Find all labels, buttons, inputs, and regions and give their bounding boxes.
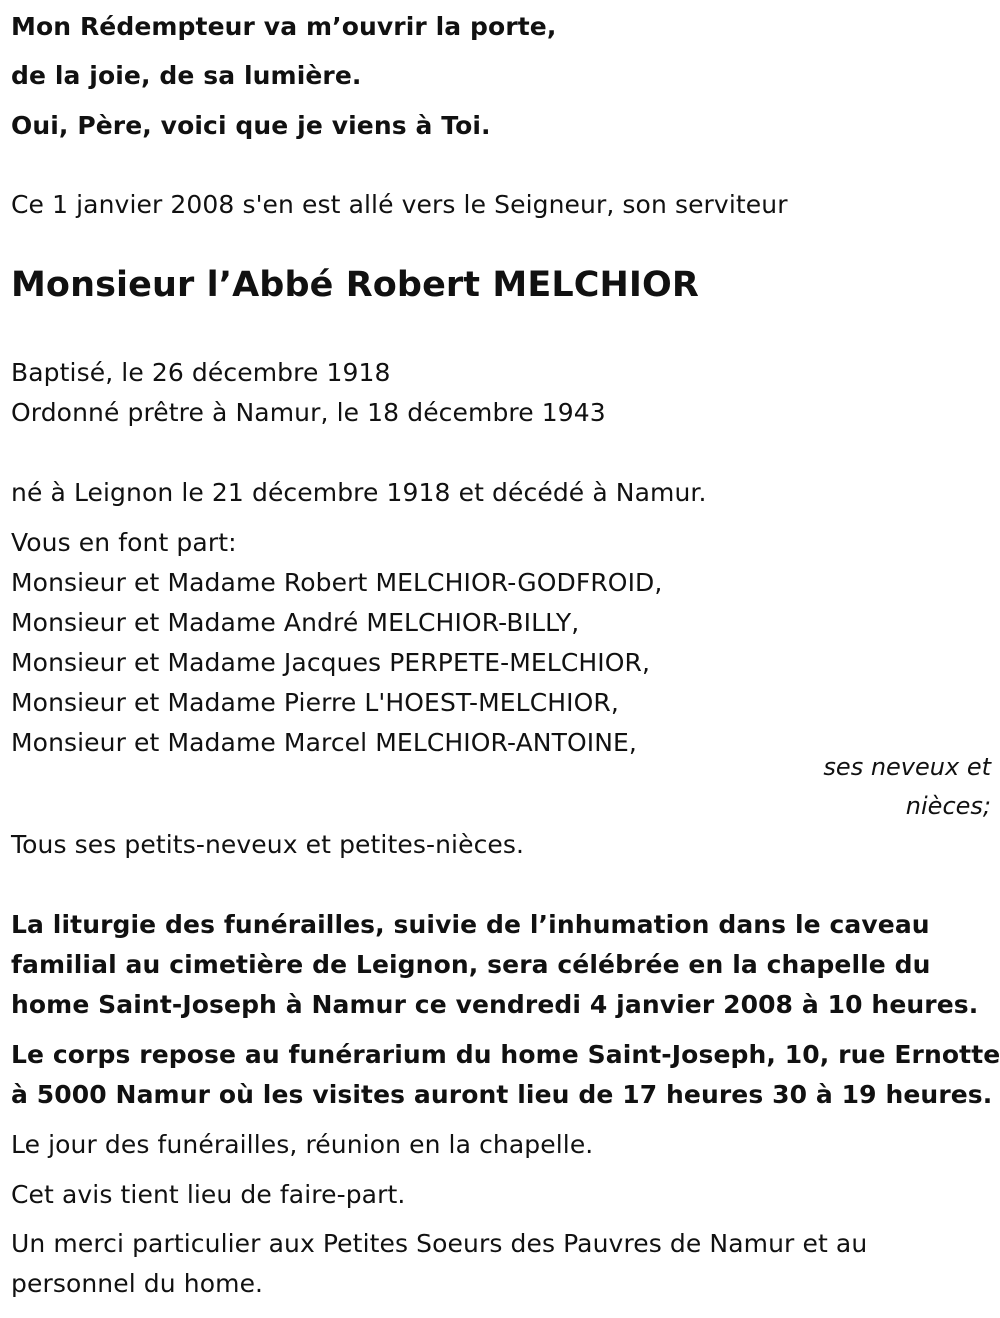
reunion-text: Le jour des funérailles, réunion en la chapelle. [11, 1130, 594, 1159]
family-intro: Vous en font part: [11, 528, 237, 557]
faire-part-text: Cet avis tient lieu de faire-part. [11, 1180, 406, 1209]
baptism-date: Baptisé, le 26 décembre 1918 [11, 358, 391, 387]
family-member: Monsieur et Madame Robert MELCHIOR-GODFROID, [11, 568, 663, 597]
ordination-date: Ordonné prêtre à Namur, le 18 décembre 1943 [11, 398, 606, 427]
verse-line-2: de la joie, de sa lumière. [11, 61, 362, 90]
family-member: Monsieur et Madame Marcel MELCHIOR-ANTOINE, [11, 728, 637, 757]
thanks-line-1: Un merci particulier aux Petites Soeurs des Pauvres de Namur et au [11, 1229, 868, 1258]
repose-line-1: Le corps repose au funérarium du home Saint-Joseph, 10, rue Ernotte [11, 1040, 1000, 1069]
family-member: Monsieur et Madame André MELCHIOR-BILLY, [11, 608, 580, 637]
verse-line-1: Mon Rédempteur va m’ouvrir la porte, [11, 12, 557, 41]
family-member: Monsieur et Madame Jacques PERPETE-MELCHIOR, [11, 648, 651, 677]
funeral-line-2: familial au cimetière de Leignon, sera célébrée en la chapelle du [11, 950, 931, 979]
relation-line-1: ses neveux et [823, 753, 991, 781]
funeral-line-1: La liturgie des funérailles, suivie de l’inhumation dans le caveau [11, 910, 930, 939]
deceased-name: Monsieur l’Abbé Robert MELCHIOR [11, 265, 699, 305]
relation-line-2: nièces; [905, 792, 991, 820]
repose-line-2: à 5000 Namur où les visites auront lieu de 17 heures 30 à 19 heures. [11, 1080, 993, 1109]
intro-text: Ce 1 janvier 2008 s'en est allé vers le Seigneur, son serviteur [11, 190, 788, 219]
family-member: Monsieur et Madame Pierre L'HOEST-MELCHIOR, [11, 688, 619, 717]
funeral-line-3: home Saint-Joseph à Namur ce vendredi 4 janvier 2008 à 10 heures. [11, 990, 979, 1019]
verse-line-3: Oui, Père, voici que je viens à Toi. [11, 111, 491, 140]
birth-death-text: né à Leignon le 21 décembre 1918 et décédé à Namur. [11, 478, 707, 507]
grand-nephews-text: Tous ses petits-neveux et petites-nièces. [11, 830, 525, 859]
thanks-line-2: personnel du home. [11, 1269, 264, 1298]
